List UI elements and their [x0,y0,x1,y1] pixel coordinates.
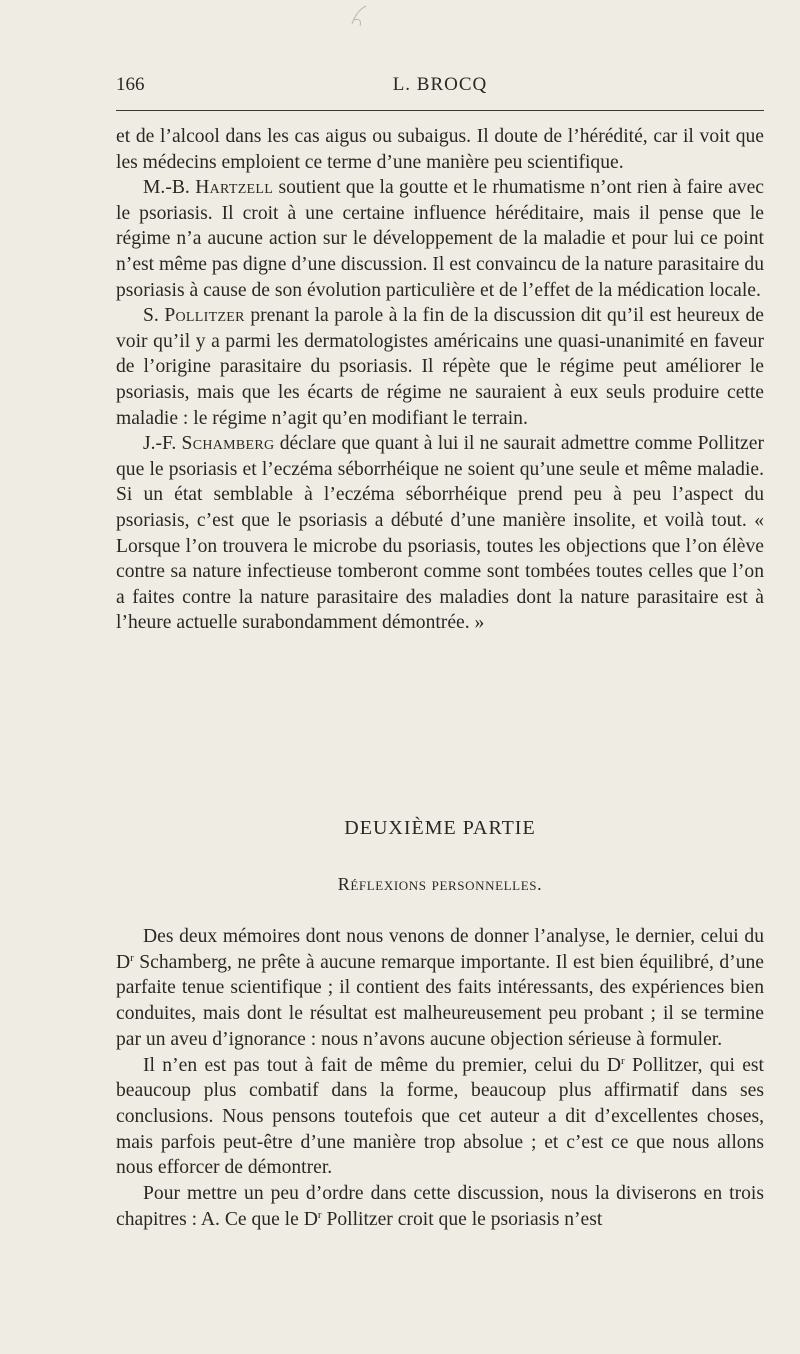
paragraph-continuation: et de l’alcool dans les cas aigus ou subaigus. Il doute de l’hérédité, car il voit que les médecins emploient ce terme d’une manière peu scientifique. [116,126,764,173]
paragraph-two-memoirs [116,924,764,1053]
part-subtitle: Réflexions personnelles. [337,874,543,894]
superscript: r [130,951,134,964]
paragraph-text: Pollitzer, qui est beaucoup plus combatif dans la forme, beaucoup plus affirmatif dans ses conclusions. Nous pensons toutefois que cet auteur a dit d’excellentes choses, mais parfois peut-être d’une manière trop absolue ; et c’est ce que nous allons nous efforcer de démontrer. [116,1054,764,1179]
page-number: 166 [116,74,145,95]
author-name: Schamberg [181,433,275,455]
part-title: DEUXIÈME PARTIE [344,817,536,839]
library-stamp-mark [348,2,370,30]
paragraph-text: prenant la parole à la fin de la discussion dit qu’il est heureux de voir qu’il y a parmi les dermatologistes américains une quasi-unanimité en faveur de l’origine parasitaire du psoriasis. Il répète que le régime peut améliorer le psoriasis, mais que les écarts de régime ne sauraient à eux seuls produire cette maladie : le régime n’agit qu’en modifiant le terrain. [116,305,764,429]
author-name: Hartzell [195,177,274,199]
paragraph-text: soutient que la goutte et le rhumatisme n’ont rien à faire avec le psoriasis. Il croit à une certaine influence héréditaire, mais il pense que le régime n’a aucune action sur le développement de la maladie et pour lui ce point n’est même pas digne d’une discussion. Il est convaincu de la nature parasitaire du psoriasis à cause de son évolution particulière et de l’effet de la médication locale. [116,177,764,301]
running-head: L. BROCQ [392,74,488,95]
superscript: r [621,1054,625,1067]
paragraph-text: Il n’en est pas tout à fait de même du premier, celui du D [143,1054,622,1076]
paragraph-schamberg [116,431,764,636]
author-initials: S. [143,305,165,327]
author-initials: M.-B. [143,177,196,199]
paragraph-text: Des deux mémoires dont nous venons de donner l’analyse, le dernier, celui du D [116,926,764,973]
paragraph-three-chapters [116,1181,764,1232]
paragraph-text: déclare que quant à lui il ne saurait admettre comme Pollitzer que le psoriasis et l’eczéma séborrhéique ne soient qu’une seule et même maladie. Si un état semblable à l’eczéma séborrhéique prend peu à peu l’aspect du psoriasis, c’est que le psoriasis a débuté d’une manière insolite, et voilà tout. « Lorsque l’on trouvera le microbe du psoriasis, toutes les objections que l’on élève contre sa nature infectieuse tomberont comme sont tombées toutes celles que l’on a faites contre la nature parasitaire des maladies dont la nature parasitaire est à l’heure actuelle surabondamment démontrée. » [116,433,764,634]
section-two-text [116,924,764,1232]
page-header [116,74,764,104]
author-name: Pollitzer [164,305,245,327]
paragraph-text: Pollitzer croit que le psoriasis n’est [321,1208,603,1230]
section-one-text [116,124,764,636]
paragraph-text: Pour mettre un peu d’ordre dans cette discussion, nous la diviserons en trois chapitres : A. Ce que le D [116,1183,764,1230]
superscript: r [317,1208,322,1221]
paragraph-pollitzer [116,303,764,431]
header-rule [116,110,764,111]
author-initials: J.-F. [143,433,182,455]
paragraph-hartzell [116,175,764,303]
paragraph-text: Schamberg, ne prête à aucune remarque importante. Il est bien équilibré, d’une parfaite tenue scientifique ; il contient des faits intéressants, des expériences bien conduites, mais dont le résultat est malheureusement peu probant ; il se termine par un aveu d’ignorance : nous n’avons aucune objection sérieuse à formuler. [116,951,764,1050]
paragraph-first-memoir [116,1053,764,1182]
